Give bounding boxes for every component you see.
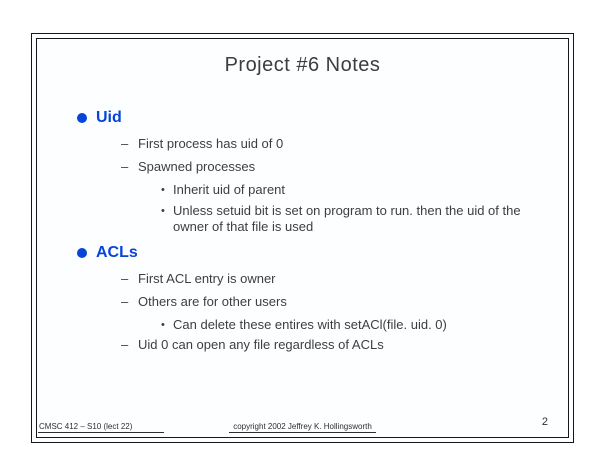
dash-bullet-icon: –: [121, 136, 129, 151]
bullet-disc-icon: [77, 113, 87, 123]
slide-title: Project #6 Notes: [224, 54, 381, 76]
slide: [31, 33, 574, 443]
slide-body: [37, 108, 568, 360]
dash-bullet-icon: –: [121, 337, 129, 352]
list-subitem-text: Unless setuid bit is set on program to run. then the uid of the owner of that file is used: [173, 202, 521, 234]
list-item-text: Spawned processes: [138, 159, 256, 174]
dash-bullet-icon: –: [121, 293, 129, 309]
list-item: [37, 337, 568, 353]
dot-bullet-icon: •: [161, 184, 165, 196]
footer-copyright: [37, 422, 568, 433]
list-subitem-text: Can delete these entires with setACl(file. uid. 0): [173, 316, 447, 332]
dot-bullet-icon: •: [161, 204, 165, 217]
list-subitem-text: Inherit uid of parent: [173, 182, 286, 197]
list-item: [37, 136, 568, 152]
dot-bullet-icon: •: [161, 318, 165, 331]
section-heading-label: Uid: [96, 109, 122, 126]
list-item: [37, 159, 568, 175]
dash-bullet-icon: –: [121, 270, 129, 286]
list-item: [37, 294, 568, 310]
list-subitem: [37, 317, 568, 334]
list-item-text: First process has uid of 0: [138, 136, 284, 151]
bullet-disc-icon: [77, 248, 87, 258]
dash-bullet-icon: –: [121, 159, 129, 174]
page-number: 2: [541, 416, 548, 428]
list-item-text: First ACL entry is owner: [138, 270, 276, 286]
section-heading-row-uid: [37, 108, 568, 128]
list-item: [37, 271, 568, 287]
slide-inner-border: [36, 38, 569, 438]
section-heading-row-acls: [37, 243, 568, 263]
footer-course-label: CMSC 412 – S10 (lect 22): [38, 422, 164, 433]
list-subitem: [37, 182, 568, 199]
section-heading-label: ACLs: [96, 243, 138, 261]
list-item-text: Uid 0 can open any file regardless of ACLs: [138, 337, 384, 352]
footer-copyright-text: copyright 2002 Jeffrey K. Hollingsworth: [229, 422, 376, 433]
list-item-text: Others are for other users: [138, 293, 287, 309]
list-subitem: [37, 203, 568, 236]
